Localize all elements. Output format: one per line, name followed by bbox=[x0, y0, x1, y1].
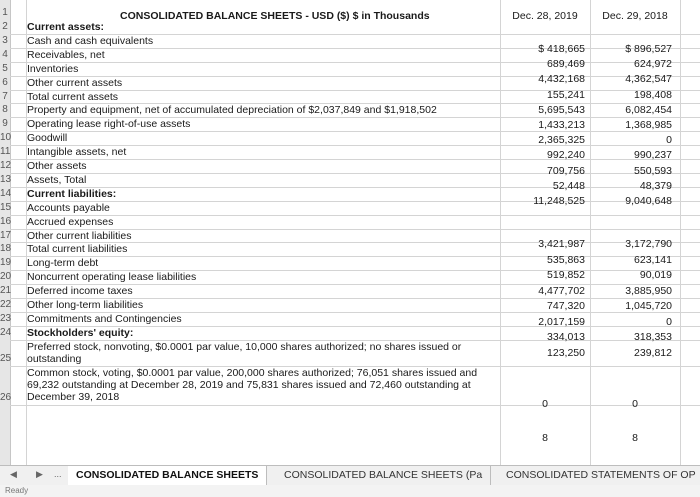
row-label[interactable]: Other current assets bbox=[27, 76, 123, 89]
row-label[interactable]: Receivables, net bbox=[27, 48, 105, 61]
column-divider bbox=[680, 0, 681, 465]
row-label[interactable]: Inventories bbox=[27, 62, 79, 75]
value-2018-cell[interactable]: 198,408 bbox=[634, 88, 672, 101]
value-2018-cell[interactable]: 1,045,720 bbox=[625, 300, 672, 312]
value-2019-cell[interactable]: 2,017,159 bbox=[538, 315, 585, 328]
row-label[interactable]: Accrued expenses bbox=[27, 215, 114, 228]
row-number[interactable]: 11 bbox=[0, 146, 11, 158]
value-2018-cell[interactable]: 623,141 bbox=[634, 253, 672, 266]
value-2019-cell[interactable]: 155,241 bbox=[547, 88, 585, 101]
row-label[interactable]: Intangible assets, net bbox=[27, 146, 127, 159]
value-2019-cell[interactable]: 992,240 bbox=[547, 149, 585, 162]
status-bar bbox=[0, 485, 700, 497]
row-number[interactable]: 22 bbox=[0, 299, 12, 310]
column-divider bbox=[500, 0, 501, 465]
value-2019-cell[interactable]: 5,695,543 bbox=[538, 103, 585, 116]
row-label[interactable]: Property and equipment, net of accumulated depreciation of $2,037,849 and $1,918,502 bbox=[27, 104, 437, 117]
value-2018-cell[interactable]: 0 bbox=[666, 134, 672, 147]
row-label[interactable]: Assets, Total bbox=[27, 173, 87, 186]
value-2019-cell[interactable]: 4,477,702 bbox=[538, 284, 585, 297]
value-2019-cell[interactable]: 689,469 bbox=[547, 58, 585, 71]
tab-next-icon[interactable]: ▶ bbox=[36, 469, 43, 479]
row-label[interactable]: Total current liabilities bbox=[27, 243, 128, 256]
row-number[interactable]: 5 bbox=[2, 62, 8, 74]
tab-consolidated-statements-of-operations[interactable]: CONSOLIDATED STATEMENTS OF OP bbox=[498, 466, 700, 485]
row-label[interactable]: Other current liabilities bbox=[27, 229, 132, 242]
row-number[interactable]: 6 bbox=[2, 76, 8, 88]
row-number[interactable]: 9 bbox=[2, 118, 8, 130]
value-2019-cell[interactable]: 334,013 bbox=[547, 331, 585, 343]
value-2018-cell[interactable]: 1,368,985 bbox=[625, 119, 672, 131]
row-number[interactable]: 26 bbox=[0, 391, 12, 403]
value-2019-cell[interactable]: 747,320 bbox=[547, 300, 585, 312]
tab-prev-icon[interactable]: ◀ bbox=[10, 469, 17, 479]
row-number[interactable]: 13 bbox=[0, 173, 12, 185]
value-2018-cell[interactable]: 9,040,648 bbox=[625, 195, 672, 207]
value-2018-cell[interactable]: 6,082,454 bbox=[625, 103, 672, 116]
row-number[interactable]: 15 bbox=[0, 201, 12, 213]
row-label[interactable]: Commitments and Contingencies bbox=[27, 312, 182, 325]
column-header-2019[interactable]: Dec. 28, 2019 bbox=[512, 10, 578, 22]
row-label[interactable] bbox=[27, 367, 477, 403]
status-text: Ready bbox=[5, 486, 29, 495]
row-label[interactable]: Other assets bbox=[27, 160, 87, 172]
value-2019-cell[interactable]: 4,432,168 bbox=[538, 73, 585, 86]
row-label-line: December 39, 2018 bbox=[27, 391, 120, 403]
value-2019-cell[interactable]: 123,250 bbox=[547, 346, 585, 359]
row-label-line: outstanding bbox=[27, 352, 82, 365]
value-2019-cell[interactable]: 519,852 bbox=[547, 269, 585, 281]
tab-consolidated-balance-sheets[interactable]: CONSOLIDATED BALANCE SHEETS bbox=[68, 466, 267, 487]
value-2019-cell[interactable]: 8 bbox=[542, 432, 548, 444]
row-label[interactable]: Accounts payable bbox=[27, 201, 110, 214]
row-number[interactable]: 12 bbox=[0, 160, 12, 171]
value-2019-cell[interactable]: 52,448 bbox=[552, 179, 585, 192]
value-2018-cell[interactable]: 0 bbox=[666, 315, 672, 328]
row-number[interactable]: 24 bbox=[0, 326, 12, 338]
value-2019-cell[interactable]: $ 418,665 bbox=[538, 43, 585, 55]
value-2018-cell[interactable]: 318,353 bbox=[634, 331, 672, 343]
row-number[interactable]: 1 bbox=[2, 7, 8, 18]
row-number[interactable]: 20 bbox=[0, 271, 12, 283]
value-2019-cell[interactable]: 0 bbox=[542, 398, 548, 410]
row-label-line: Common stock, voting, $0.0001 par value, 200,000 shares authorized; 76,051 shares issued and bbox=[27, 367, 478, 379]
row-label[interactable]: Goodwill bbox=[27, 132, 68, 145]
row-number[interactable]: 17 bbox=[0, 229, 12, 241]
row-label[interactable]: Operating lease right-of-use assets bbox=[27, 118, 191, 131]
value-2019-cell[interactable]: 535,863 bbox=[547, 253, 585, 266]
value-2019-cell[interactable]: 2,365,325 bbox=[538, 134, 585, 147]
row-divider bbox=[10, 131, 700, 132]
value-2018-cell[interactable]: 239,812 bbox=[634, 346, 672, 359]
row-label[interactable]: Total current assets bbox=[27, 90, 119, 103]
row-label[interactable]: Other long-term liabilities bbox=[27, 299, 144, 311]
value-2018-cell[interactable]: 0 bbox=[632, 398, 638, 410]
value-2018-cell[interactable]: 3,885,950 bbox=[625, 284, 672, 297]
column-header-2018[interactable]: Dec. 29, 2018 bbox=[602, 10, 668, 22]
row-number[interactable]: 16 bbox=[0, 215, 12, 227]
value-2018-cell[interactable]: 624,972 bbox=[634, 58, 672, 71]
row-label[interactable]: Current assets: bbox=[27, 21, 105, 33]
row-number[interactable]: 19 bbox=[0, 257, 12, 269]
value-2019-cell[interactable]: 3,421,987 bbox=[538, 238, 585, 250]
row-label[interactable]: Noncurrent operating lease liabilities bbox=[27, 271, 197, 284]
value-2018-cell[interactable]: 550,593 bbox=[634, 164, 672, 177]
value-2019-cell[interactable]: 1,433,213 bbox=[538, 119, 585, 131]
row-label[interactable]: Deferred income taxes bbox=[27, 285, 133, 298]
sheet-tab-bar bbox=[0, 465, 700, 486]
row-label-line: 69,232 outstanding at December 28, 2019 and 75,831 shares issued and 72,460 outstanding at bbox=[27, 379, 471, 391]
row-number[interactable]: 18 bbox=[0, 243, 12, 255]
sheet-title[interactable]: CONSOLIDATED BALANCE SHEETS - USD ($) $ in Thousands bbox=[120, 10, 430, 22]
row-label[interactable] bbox=[27, 341, 461, 365]
tab-more-button[interactable]: ... bbox=[54, 469, 62, 479]
row-number[interactable]: 25 bbox=[0, 353, 12, 365]
row-number[interactable]: 14 bbox=[0, 187, 12, 199]
column-divider bbox=[590, 0, 591, 465]
value-2018-cell[interactable]: 48,379 bbox=[639, 179, 672, 192]
row-number[interactable]: 8 bbox=[2, 104, 8, 116]
row-number[interactable]: 3 bbox=[2, 34, 8, 46]
row-label[interactable]: Stockholders' equity: bbox=[27, 326, 134, 339]
value-2018-cell[interactable]: 8 bbox=[632, 432, 638, 444]
value-2019-cell[interactable]: 11,248,525 bbox=[533, 195, 585, 207]
row-number[interactable]: 21 bbox=[0, 285, 12, 297]
row-number[interactable]: 10 bbox=[0, 132, 12, 144]
row-divider bbox=[10, 215, 700, 216]
value-2018-cell[interactable]: 990,237 bbox=[634, 149, 672, 162]
value-2019-cell[interactable]: 709,756 bbox=[547, 164, 585, 177]
value-2018-cell[interactable]: $ 896,527 bbox=[625, 43, 672, 55]
row-number[interactable]: 23 bbox=[0, 312, 12, 324]
row-number[interactable]: 7 bbox=[2, 90, 8, 102]
row-label[interactable]: Current liabilities: bbox=[27, 187, 117, 200]
row-label[interactable]: Cash and cash equivalents bbox=[27, 34, 154, 47]
value-2018-cell[interactable]: 90,019 bbox=[639, 269, 672, 281]
row-number[interactable]: 4 bbox=[2, 48, 8, 60]
row-label[interactable]: Long-term debt bbox=[27, 257, 99, 270]
row-label-line: Preferred stock, nonvoting, $0.0001 par value, 10,000 shares authorized; no shares issued or bbox=[27, 340, 462, 353]
value-2018-cell[interactable]: 3,172,790 bbox=[625, 238, 672, 250]
tab-consolidated-balance-sheets-parenthetical[interactable]: CONSOLIDATED BALANCE SHEETS (Pa bbox=[276, 466, 491, 485]
value-2018-cell[interactable]: 4,362,547 bbox=[625, 73, 672, 86]
row-number[interactable]: 2 bbox=[2, 21, 8, 32]
